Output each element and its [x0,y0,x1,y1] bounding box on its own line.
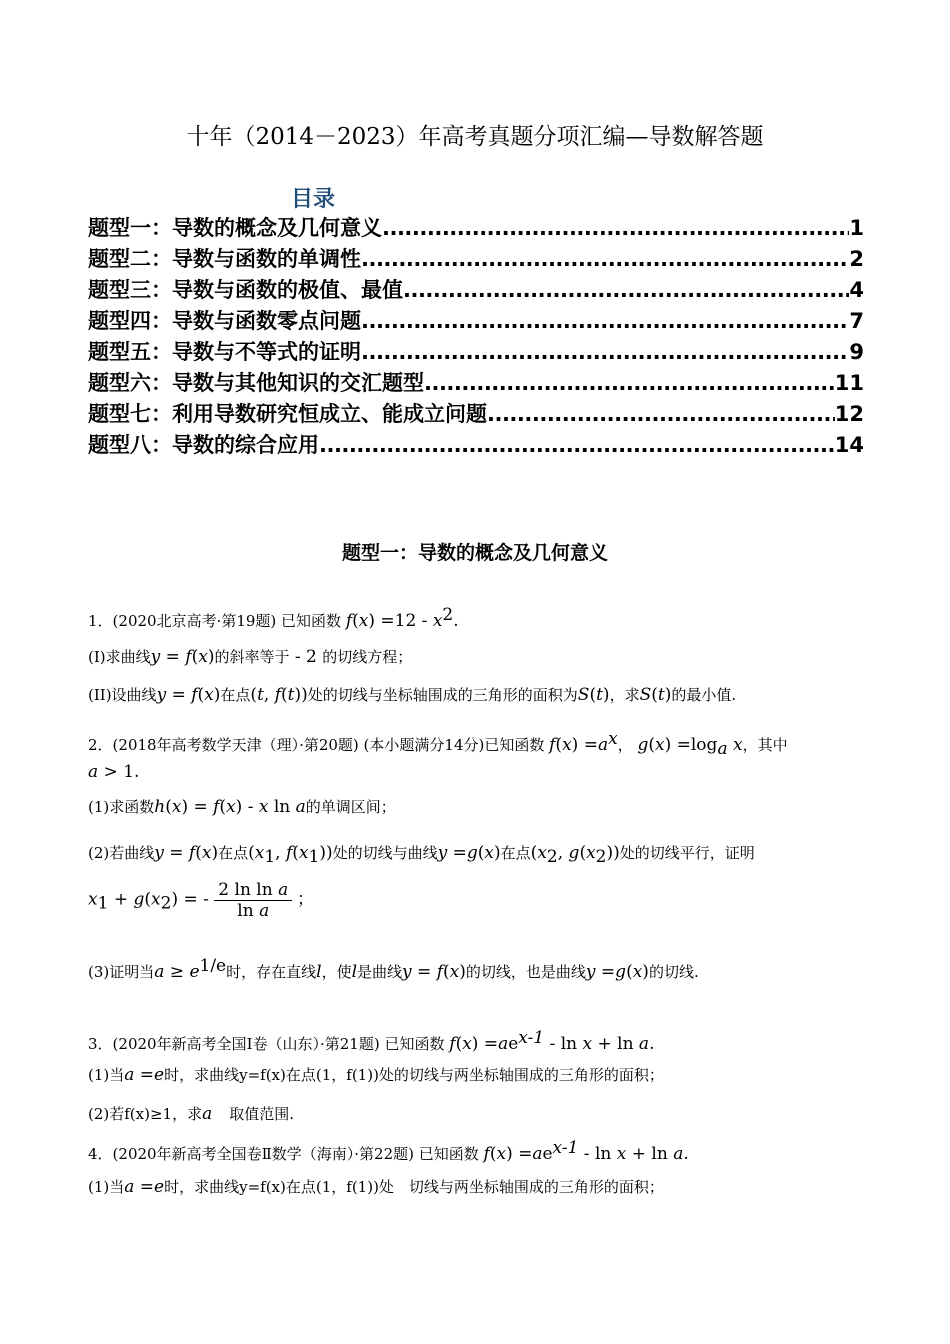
toc-entry-label: 题型一：导数的概念及几何意义 [88,216,382,240]
toc-entry-page: 14 [834,433,864,457]
toc-entry[interactable] [88,337,864,368]
question-2-condition: a > 1. [88,762,140,782]
table-of-contents [88,213,864,461]
toc-entry-page: 11 [834,371,864,395]
toc-entry[interactable] [88,306,864,337]
toc-entry-label: 题型八：导数的综合应用 [88,433,319,457]
toc-entry-page: 1 [849,216,864,240]
question-3-head: 3．(2020年新高考全国Ⅰ卷（山东）·第21题) 已知函数 $f(x) =ae^{x-1} - \ln x + \ln a$. [88,1028,655,1054]
section-title: 题型一：导数的概念及几何意义 [341,542,608,564]
toc-entry-page: 9 [849,340,864,364]
question-3-part-2: (2)若f(x)≥1，求a 取值范围. [88,1104,294,1124]
question-4-part-1: (1)当a =e时，求曲线y=f(x)在点(1，f(1))处 切线与两坐标轴围成的三角形的面积； [88,1177,664,1197]
toc-entry-page: 12 [834,402,864,426]
question-2-part-2: (2)若曲线y = f(x)在点($x_1$, $f(x_1)$)处的切线与曲线y =g(x)在点($x_2$, $g(x_2)$)处的切线平行，证明 [88,843,755,867]
toc-entry-label: 题型三：导数与函数的极值、最值 [88,278,403,302]
toc-entry-page: 2 [849,247,864,271]
question-2-part-3: (3)证明当$a \ge e^{1/e}$时，存在直线l，使l是曲线y = f(x)的切线，也是曲线y =g(x)的切线. [88,956,699,982]
toc-entry[interactable] [88,244,864,275]
question-2-head: 2．(2018年高考数学天津（理）·第20题) (本小题满分14分)已知函数 $f(x) =a^x$， $g(x) =\log_a$ x，其中 [88,729,788,759]
toc-entry-label: 题型二：导数与函数的单调性 [88,247,361,271]
question-1-part-2: (II)设曲线y = f(x)在点(t, f(t))处的切线与坐标轴围成的三角形的面积为S(t)，求S(t)的最小值. [88,685,737,705]
question-1-head: 1．(2020北京高考·第19题) 已知函数 $f(x) =12 - x^2$. [88,605,459,631]
question-3-part-1: (1)当a =e时，求曲线y=f(x)在点(1，f(1))处的切线与两坐标轴围成的三角形的面积； [88,1065,664,1085]
question-2-equation: $x_1 + g(x_2)$ = - $\frac{\text{2 ln ln a}}{\text{ln a}}$ ； [88,880,315,921]
toc-entry-label: 题型四：导数与函数零点问题 [88,309,361,333]
question-4-head: 4．(2020年新高考全国卷Ⅱ数学（海南）·第22题) 已知函数 $f(x) =ae^{x-1} - \ln x + \ln a$. [88,1138,689,1164]
toc-entry-label: 题型七：利用导数研究恒成立、能成立问题 [88,402,487,426]
document-title: 十年（2014－2023）年高考真题分项汇编—导数解答题 [186,124,764,150]
toc-entry[interactable] [88,430,864,461]
toc-entry[interactable] [88,213,864,244]
question-1-part-1: (I)求曲线y = f(x)的斜率等于 - 2 的切线方程； [88,647,413,667]
toc-entry-page: 4 [849,278,864,302]
toc-entry-label: 题型六：导数与其他知识的交汇题型 [88,371,424,395]
question-2-part-1: (1)求函数h(x) = f(x) - x ln a的单调区间； [88,797,396,817]
toc-entry[interactable] [88,275,864,306]
toc-entry[interactable] [88,368,864,399]
toc-entry-label: 题型五：导数与不等式的证明 [88,340,361,364]
toc-heading: 目录 [291,187,336,212]
toc-entry-page: 7 [849,309,864,333]
math-formula: f [345,611,353,631]
toc-entry[interactable] [88,399,864,430]
